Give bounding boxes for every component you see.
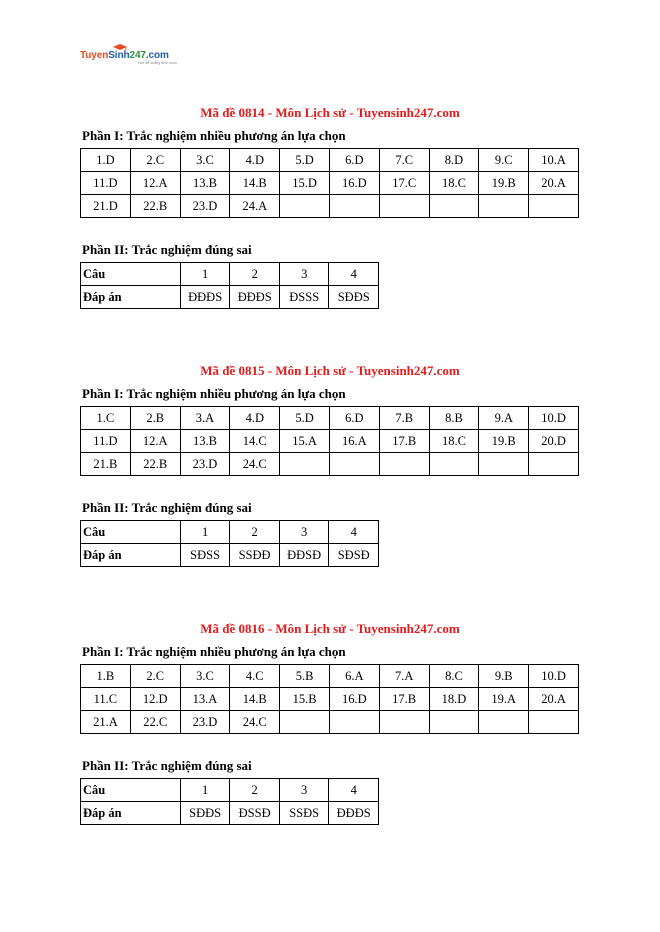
answer-cell <box>429 453 479 476</box>
answer-key-section <box>0 105 660 325</box>
answer-cell: SSĐĐ <box>230 544 280 567</box>
answer-cell: 5.D <box>280 149 330 172</box>
table-row <box>81 779 379 802</box>
answer-cell: 9.C <box>479 149 529 172</box>
answer-cell: 10.D <box>529 407 579 430</box>
section-title: Mã đề 0815 - Môn Lịch sử - Tuyensinh247.com <box>200 363 460 378</box>
answer-cell: 10.D <box>529 665 579 688</box>
answer-cell: 18.C <box>429 430 479 453</box>
answer-cell: 5.B <box>280 665 330 688</box>
answer-cell: 3 <box>280 263 329 286</box>
answer-cell: 18.C <box>429 172 479 195</box>
row-header-cell: Câu <box>81 779 181 802</box>
answer-cell: 21.D <box>81 195 131 218</box>
answer-cell: 2.B <box>130 407 180 430</box>
answer-cell: 1.C <box>81 407 131 430</box>
answer-cell: 4.C <box>230 665 280 688</box>
answer-cell: 1 <box>180 521 229 544</box>
answer-cell: 19.B <box>479 172 529 195</box>
answer-cell: 19.B <box>479 430 529 453</box>
answer-cell: 7.B <box>379 407 429 430</box>
answer-cell: SĐĐS <box>329 286 379 309</box>
graduation-cap-icon <box>113 44 127 52</box>
answer-cell: 9.B <box>479 665 529 688</box>
multiple-choice-table <box>80 664 579 734</box>
answer-cell: 17.C <box>379 172 429 195</box>
answer-cell <box>529 453 579 476</box>
answer-cell: 8.D <box>429 149 479 172</box>
answer-cell: 6.A <box>329 665 379 688</box>
part1-label: Phần I: Trắc nghiệm nhiều phương án lựa chọn <box>82 644 346 659</box>
part1-label: Phần I: Trắc nghiệm nhiều phương án lựa chọn <box>82 128 346 143</box>
answer-cell: ĐĐĐS <box>180 286 230 309</box>
answer-cell: 15.D <box>280 172 330 195</box>
answer-cell: 14.B <box>230 688 280 711</box>
answer-cell: 21.B <box>81 453 131 476</box>
true-false-table <box>80 520 379 567</box>
answer-cell: 1.B <box>81 665 131 688</box>
table-row <box>81 665 579 688</box>
answer-cell <box>479 711 529 734</box>
answer-cell: 22.B <box>130 453 180 476</box>
answer-cell: SĐSĐ <box>329 544 379 567</box>
answer-cell: 23.D <box>180 195 230 218</box>
answer-cell: 3.C <box>180 665 230 688</box>
answer-cell: 4 <box>329 521 379 544</box>
answer-cell: 12.D <box>130 688 180 711</box>
answer-cell: 2 <box>230 521 280 544</box>
answer-cell: 19.A <box>479 688 529 711</box>
row-header-cell: Đáp án <box>81 802 181 825</box>
answer-cell: 16.D <box>329 688 379 711</box>
answer-cell: 7.A <box>379 665 429 688</box>
answer-cell: 8.B <box>429 407 479 430</box>
answer-cell: SĐSS <box>180 544 229 567</box>
answer-cell: 15.A <box>280 430 330 453</box>
true-false-table <box>80 778 379 825</box>
row-header-cell: Đáp án <box>81 544 181 567</box>
answer-cell <box>379 711 429 734</box>
answer-cell <box>329 711 379 734</box>
answer-cell: ĐĐĐS <box>230 286 280 309</box>
answer-cell <box>280 453 330 476</box>
logo-tagline: Học để khẳng định mình <box>138 61 177 65</box>
table-row <box>81 711 579 734</box>
answer-cell <box>280 195 330 218</box>
answer-key-section <box>0 363 660 583</box>
answer-cell <box>479 195 529 218</box>
table-row <box>81 286 379 309</box>
answer-cell <box>379 453 429 476</box>
answer-cell: 3.A <box>180 407 230 430</box>
answer-cell: 11.C <box>81 688 131 711</box>
answer-cell: ĐSSS <box>280 286 329 309</box>
table-row <box>81 453 579 476</box>
answer-cell: ĐĐSĐ <box>279 544 329 567</box>
row-header-cell: Đáp án <box>81 286 181 309</box>
table-row <box>81 802 379 825</box>
true-false-table <box>80 262 379 309</box>
part2-label: Phần II: Trắc nghiệm đúng sai <box>82 758 252 773</box>
answer-cell: 8.C <box>429 665 479 688</box>
answer-cell: 17.B <box>379 688 429 711</box>
answer-cell: 13.A <box>180 688 230 711</box>
answer-cell: 16.A <box>329 430 379 453</box>
answer-cell: 2.C <box>130 149 180 172</box>
answer-key-section <box>0 621 660 841</box>
multiple-choice-table <box>80 148 579 218</box>
answer-cell: 20.A <box>529 688 579 711</box>
answer-cell: 1 <box>180 779 230 802</box>
answer-cell: 17.B <box>379 430 429 453</box>
table-row <box>81 688 579 711</box>
answer-cell: 15.B <box>280 688 330 711</box>
answer-cell: 18.D <box>429 688 479 711</box>
answer-cell: 20.A <box>529 172 579 195</box>
answer-cell: 24.A <box>230 195 280 218</box>
row-header-cell: Câu <box>81 263 181 286</box>
answer-cell: 1.D <box>81 149 131 172</box>
table-row <box>81 407 579 430</box>
answer-cell: 20.D <box>529 430 579 453</box>
table-row <box>81 521 379 544</box>
section-title: Mã đề 0816 - Môn Lịch sử - Tuyensinh247.com <box>200 621 460 636</box>
answer-cell: 10.A <box>529 149 579 172</box>
answer-cell: 2 <box>230 263 280 286</box>
section-title: Mã đề 0814 - Môn Lịch sử - Tuyensinh247.com <box>200 105 460 120</box>
answer-cell <box>529 711 579 734</box>
answer-cell: ĐSSĐ <box>230 802 280 825</box>
row-header-cell: Câu <box>81 521 181 544</box>
answer-cell: 4 <box>329 779 379 802</box>
answer-cell: 6.D <box>329 407 379 430</box>
answer-cell: 22.C <box>130 711 180 734</box>
answer-cell: 13.B <box>180 172 230 195</box>
answer-cell: 3 <box>279 779 328 802</box>
answer-cell: 16.D <box>329 172 379 195</box>
answer-cell: 2.C <box>130 665 180 688</box>
table-row <box>81 430 579 453</box>
table-row <box>81 172 579 195</box>
answer-cell: SSĐS <box>279 802 328 825</box>
table-row <box>81 195 579 218</box>
table-row <box>81 544 379 567</box>
answer-cell <box>529 195 579 218</box>
answer-cell: 3 <box>279 521 329 544</box>
answer-cell <box>379 195 429 218</box>
part2-label: Phần II: Trắc nghiệm đúng sai <box>82 500 252 515</box>
answer-cell <box>429 195 479 218</box>
site-logo[interactable] <box>80 50 177 65</box>
answer-cell <box>329 453 379 476</box>
answer-cell: 14.C <box>230 430 280 453</box>
answer-cell: 13.B <box>180 430 230 453</box>
answer-cell: 22.B <box>130 195 180 218</box>
answer-cell: 4.D <box>230 407 280 430</box>
answer-cell: 21.A <box>81 711 131 734</box>
answer-cell: 4.D <box>230 149 280 172</box>
part1-label: Phần I: Trắc nghiệm nhiều phương án lựa chọn <box>82 386 346 401</box>
multiple-choice-table <box>80 406 579 476</box>
answer-cell: 1 <box>180 263 230 286</box>
answer-cell: 9.A <box>479 407 529 430</box>
answer-cell: 24.C <box>230 453 280 476</box>
answer-cell: 12.A <box>130 172 180 195</box>
answer-cell: 5.D <box>280 407 330 430</box>
answer-cell: 11.D <box>81 430 131 453</box>
answer-cell: 2 <box>230 779 280 802</box>
answer-cell: 6.D <box>329 149 379 172</box>
answer-cell: 14.B <box>230 172 280 195</box>
logo-text: TuyenSinh247.com <box>80 50 169 61</box>
table-row <box>81 149 579 172</box>
answer-cell: 11.D <box>81 172 131 195</box>
answer-cell: 24.C <box>230 711 280 734</box>
answer-cell: 23.D <box>180 711 230 734</box>
answer-cell: 7.C <box>379 149 429 172</box>
answer-cell: ĐĐĐS <box>329 802 379 825</box>
answer-cell <box>479 453 529 476</box>
answer-cell: SĐĐS <box>180 802 230 825</box>
answer-cell: 12.A <box>130 430 180 453</box>
answer-cell <box>280 711 330 734</box>
answer-cell: 4 <box>329 263 379 286</box>
answer-cell: 3.C <box>180 149 230 172</box>
answer-cell <box>429 711 479 734</box>
answer-cell <box>329 195 379 218</box>
answer-cell: 23.D <box>180 453 230 476</box>
table-row <box>81 263 379 286</box>
part2-label: Phần II: Trắc nghiệm đúng sai <box>82 242 252 257</box>
